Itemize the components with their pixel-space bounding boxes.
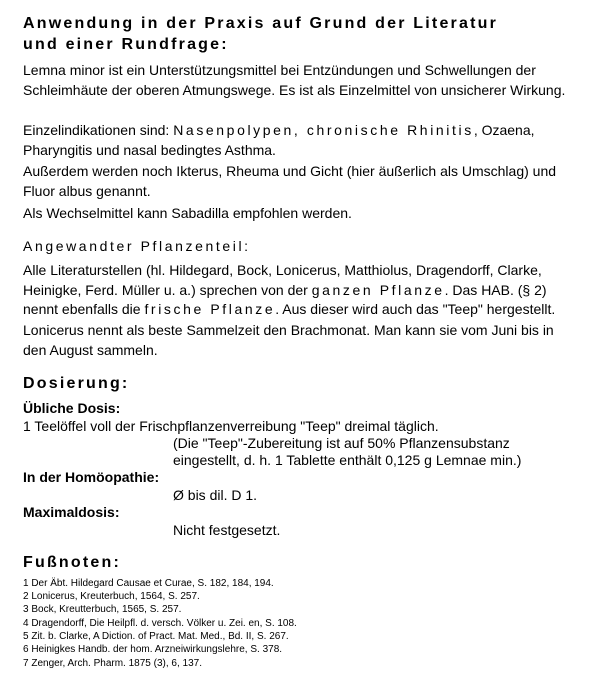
- section-heading-pflanzenteil: Angewandter Pflanzenteil:: [23, 238, 251, 254]
- footnote-3: 3 Bock, Kreutterbuch, 1565, S. 257.: [23, 604, 182, 615]
- footnote-7: 7 Zenger, Arch. Pharm. 1875 (3), 6, 137.: [23, 658, 202, 669]
- paragraph-literaturstellen: [23, 261, 578, 320]
- footnote-2: 2 Lonicerus, Kreuterbuch, 1564, S. 257.: [23, 591, 200, 602]
- homoeopathie-value: Ø bis dil. D 1.: [173, 487, 258, 503]
- footnote-4: 4 Dragendorff, Die Heilpfl. d. versch. Völker u. Zei. en, S. 108.: [23, 618, 297, 629]
- label-maximaldosis: Maximaldosis:: [23, 504, 120, 520]
- footnote-6: 6 Heinigkes Handb. der hom. Arzneiwirkungslehre, S. 378.: [23, 644, 283, 655]
- footnote-5: 5 Zit. b. Clarke, A Diction. of Pract. Mat. Med., Bd. II, S. 267.: [23, 631, 289, 642]
- dosis-line-1: 1 Teelöffel voll der Frischpflanzenverreibung "Teep" dreimal täglich.: [23, 418, 439, 434]
- einzelindikationen-rest: , Ozaena, Pharyngitis und nasal bedingtes Asthma.: [23, 122, 535, 158]
- literaturstellen-hab: . Das HAB. (§ 2) nennt ebenfalls die: [23, 281, 547, 317]
- section-heading-anwendung-line2: und einer Rundfrage:: [23, 36, 229, 53]
- spaced-emphasis-ganzen-pflanze: ganzen Pflanze: [311, 281, 445, 298]
- dosis-line-2: (Die "Teep"-Zubereitung ist auf 50% Pflanzensubstanz: [173, 435, 510, 451]
- paragraph-sammelzeit: Lonicerus nennt als beste Sammelzeit den Brachmonat. Man kann sie vom Juni bis in den August sammeln.: [23, 322, 554, 358]
- footnote-1: 1 Der Äbt. Hildegard Causae et Curae, S. 182, 184, 194.: [23, 578, 274, 589]
- section-heading-fussnoten: Fußnoten:: [23, 554, 121, 571]
- paragraph-einzelindikationen: [23, 121, 578, 160]
- spaced-emphasis-frische-pflanze: frische Pflanze: [144, 301, 276, 317]
- literaturstellen-teep: . Aus dieser wird auch das "Teep" hergestellt.: [275, 301, 556, 317]
- spaced-emphasis-nasenpolypen: Nasenpolypen, chronische Rhinitis: [173, 122, 474, 138]
- dosis-line-3: eingestellt, d. h. 1 Tablette enthält 0,125 g Lemnae min.): [173, 452, 522, 468]
- label-homoeopathie: In der Homöopathie:: [23, 469, 160, 485]
- paragraph-ausserdem: Außerdem werden noch Ikterus, Rheuma und Gicht (hier äußerlich als Umschlag) und Fluor albus genannt.: [23, 163, 557, 199]
- label-uebliche-dosis: Übliche Dosis:: [23, 400, 121, 416]
- einzelindikationen-label: Einzelindikationen sind:: [23, 122, 174, 138]
- paragraph-lemna-minor: Lemna minor ist ein Unterstützungsmittel bei Entzündungen und Schwellungen der Schleimhäute der oberen Atmungswege. Es ist als Einzelmittel von unsicherer Wirkung.: [23, 62, 566, 98]
- paragraph-wechselmittel: Als Wechselmittel kann Sabadilla empfohlen werden.: [23, 205, 352, 221]
- maximaldosis-value: Nicht festgesetzt.: [173, 522, 281, 538]
- section-heading-dosierung: Dosierung:: [23, 375, 130, 392]
- literaturstellen-text: Alle Literaturstellen (hl. Hildegard, Bock, Lonicerus, Matthiolus, Dragendorff, Clarke, Heinigke, Ferd. Müller u. a.) sprechen von der: [23, 262, 542, 298]
- section-heading-anwendung: Anwendung in der Praxis auf Grund der Literatur: [23, 15, 499, 32]
